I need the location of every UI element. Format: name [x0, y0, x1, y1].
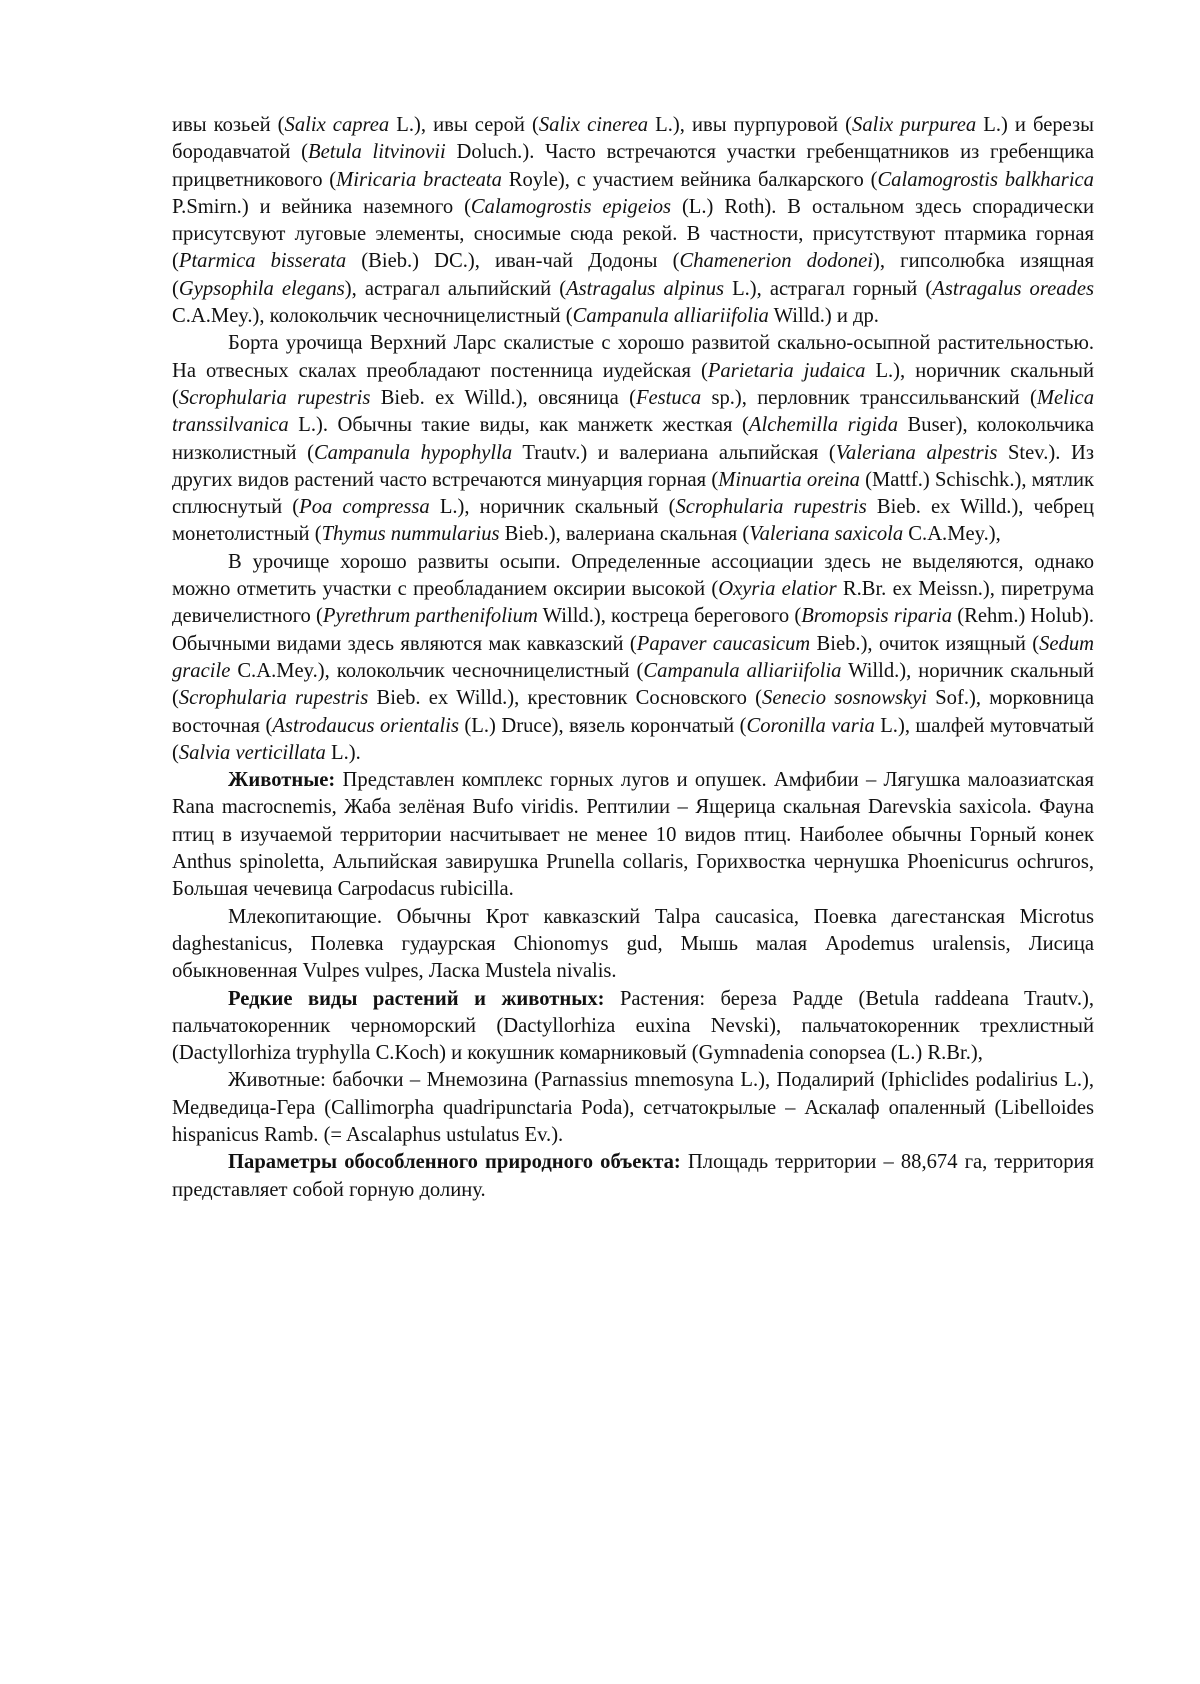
document-page: [172, 112, 1094, 1204]
text-run: C.A.Mey.),: [903, 523, 1001, 546]
text-run: В урочище хорошо развиты осыпи. Определенные ассоциации здесь не выделяются, однако можно отметить участки с преобладанием оксирии высокой (: [172, 550, 1094, 601]
text-run: L.), шалфей мутовчатый (: [172, 714, 1094, 764]
species-name: Valeriana alpestris: [835, 441, 998, 464]
section-heading: Параметры обособленного природного объекта:: [228, 1151, 681, 1174]
species-name: Astragalus oreades: [932, 277, 1094, 300]
text-run: L.), ивы серой (: [389, 114, 539, 136]
paragraph-parameters: [172, 1149, 1094, 1204]
species-name: Scrophularia rupestris: [675, 496, 867, 519]
species-name: Sedum gracile: [172, 632, 1094, 682]
text-run: Bieb.), валериана скальная (: [499, 523, 750, 546]
text-run: Борта урочища Верхний Ларс скалистые с хорошо развитой скально-осыпной растительностью. На отвесных скалах преобладают постенница иудейская (: [172, 332, 1094, 382]
text-run: L.), норичник скальный (: [429, 496, 676, 519]
species-name: Miricaria bracteata: [336, 168, 502, 191]
species-name: Coronilla varia: [746, 714, 875, 737]
species-name: Valeriana saxicola: [749, 523, 904, 546]
species-name: Astrodaucus orientalis: [272, 714, 459, 737]
text-run: Willd.), костреца берегового (: [537, 605, 802, 628]
text-run: Willd.), норичник скальный (: [172, 659, 1095, 710]
species-name: Betula litvinovii: [308, 141, 446, 164]
species-name: Parietaria judaica: [707, 359, 866, 382]
species-name: Salix purpurea: [852, 114, 977, 136]
species-name: Poa compressa: [299, 496, 430, 519]
text-run: L.).: [325, 741, 361, 764]
species-name: Ptarmica bisserata: [178, 250, 347, 273]
species-name: Calamogrostis epigeios: [470, 195, 672, 218]
species-name: Melica transsilvanica: [172, 386, 1094, 437]
species-name: Campanula alliariifolia: [572, 305, 769, 328]
text-run: Sof.), морковница восточная (: [172, 687, 1095, 737]
species-name: Campanula hypophylla: [313, 441, 513, 464]
text-run: Растения: береза Радде (Betula raddeana Trautv.), пальчатокоренник черноморский (Dactyllorhiza euxina Nevski), пальчатокоренник трехлистный (Dactyllorhiza tryphylla C.Koch) и кокушник комарниковый (Gymnadenia conopsea (L.) R.Br.),: [172, 987, 1094, 1065]
species-name: Salix cinerea: [538, 114, 649, 136]
text-run: L.), норичник скальный (: [172, 359, 1094, 409]
text-run: (Rehm.) Holub). Обычными видами здесь являются мак кавказский (: [172, 605, 1095, 655]
text-run: L.). Обычны такие виды, как манжетк жесткая (: [288, 414, 749, 437]
paragraph-mammals: [172, 904, 1094, 986]
species-name: Campanula alliariifolia: [643, 659, 842, 682]
text-run: Bieb. ex Willd.), чебрец монетолистный (: [172, 496, 1094, 546]
species-name: Minuartia oreina: [718, 468, 860, 491]
paragraph-scree: [172, 549, 1094, 767]
text-run: Bieb. ex Willd.), крестовник Сосновского (: [368, 687, 763, 710]
text-run: (L.) Druce), вязель корончатый (: [458, 714, 747, 737]
section-heading: Животные:: [228, 769, 336, 792]
species-name: Salix caprea: [284, 114, 390, 136]
text-run: Royle), с участием вейника балкарского (: [501, 168, 878, 191]
text-run: Представлен комплекс горных лугов и опушек. Амфибии – Лягушка малоазиатская Rana macrocnemis, Жаба зелёная Bufo viridis. Рептилии – Ящерица скальная Darevskia saxicola. Фауна птиц в изучаемой территории насчитывает не менее 10 видов птиц. Наиболее обычны Горный конек Anthus spinoletta, Альпийская завирушка Prunella collaris, Горихвостка чернушка Phoenicurus ochruros, Большая чечевица Carpodacus rubicilla.: [172, 769, 1094, 901]
species-name: Papaver caucasicum: [636, 632, 811, 655]
text-run: Животные: бабочки – Мнемозина (Parnassius mnemosyna L.), Подалирий (Iphiclides podalirius L.), Медведица-Гера (Callimorpha quadripunctaria Poda), сетчатокрылые – Аскалаф опаленный (Libelloides hispanicus Ramb. (= Ascalaphus ustulatus Ev.).: [172, 1069, 1094, 1146]
text-run: Bieb. ex Willd.), овсяница (: [370, 386, 636, 409]
text-run: Doluch.). Часто встречаются участки гребенщатников из гребенщика прицветникового (: [172, 141, 1094, 191]
text-run: L.) и березы бородавчатой (: [172, 114, 1095, 164]
species-name: Festuca: [635, 386, 702, 409]
text-run: Willd.) и др.: [768, 305, 879, 328]
species-name: Salvia verticillata: [178, 741, 326, 764]
text-run: Млекопитающие. Обычны Крот кавказский Talpa caucasica, Поевка дагестанская Microtus daghestanicus, Полевка гудаурская Chionomys gud, Мышь малая Apodemus uralensis, Лисица обыкновенная Vulpes vulpes, Ласка Mustela nivalis.: [172, 905, 1094, 983]
text-run: ивы козьей (: [172, 114, 285, 136]
species-name: Scrophularia rupestris: [178, 386, 371, 409]
text-run: Stev.). Из других видов растений часто встречаются минуарция горная (: [172, 441, 1095, 491]
paragraph-animals: [172, 767, 1094, 903]
species-name: Gypsophila elegans: [178, 277, 345, 300]
text-run: L.), астрагал горный (: [724, 277, 933, 300]
text-run: (Mattf.) Schischk.), мятлик сплюснутый (: [172, 468, 1094, 519]
species-name: Scrophularia rupestris: [178, 687, 369, 710]
text-run: ), астрагал альпийский (: [344, 277, 567, 300]
text-run: (L.) Roth). В остальном здесь спорадически присутсвуют луговые элементы, сносимые сюда рекой. В частности, присутствуют птармика горная (: [172, 195, 1094, 273]
paragraph-rocky-slopes: [172, 330, 1094, 548]
text-run: C.A.Mey.), колокольчик чесночницелистный (: [230, 659, 644, 682]
paragraph-rare-animals: [172, 1067, 1094, 1149]
text-run: Buser), колокольчика низколистный (: [172, 414, 1094, 464]
text-run: Trautv.) и валериана альпийская (: [512, 441, 836, 464]
text-run: ), гипсолюбка изящная (: [172, 250, 1094, 300]
paragraph-willows: [172, 112, 1094, 330]
species-name: Chamenerion dodonei: [679, 250, 874, 273]
text-run: P.Smirn.) и вейника наземного (: [172, 195, 471, 218]
species-name: Pyrethrum parthenifolium: [322, 605, 538, 628]
text-run: (Bieb.) DC.), иван-чай Додоны (: [346, 250, 680, 273]
species-name: Oxyria elatior: [718, 578, 837, 601]
text-run: R.Br. ex Meissn.), пиретрума девичелистного (: [172, 578, 1094, 628]
species-name: Astragalus alpinus: [566, 277, 725, 300]
text-run: Bieb.), очиток изящный (: [810, 632, 1040, 655]
text-run: sp.), перловник трансcильванский (: [701, 386, 1037, 409]
species-name: Bromopsis riparia: [801, 605, 953, 628]
species-name: Thymus nummularius: [321, 523, 500, 546]
section-heading: Редкие виды растений и животных:: [228, 987, 605, 1010]
text-run: L.), ивы пурпуровой (: [648, 114, 853, 136]
species-name: Calamogrostis balkharica: [877, 168, 1094, 191]
text-run: C.A.Mey.), колокольчик чесночницелистный (: [172, 305, 573, 328]
species-name: Alchemilla rigida: [748, 414, 898, 437]
text-run: Площадь территории – 88,674 га, территория представляет собой горную долину.: [172, 1151, 1094, 1201]
paragraph-rare-species: [172, 986, 1094, 1068]
species-name: Senecio sosnowskyi: [762, 687, 927, 710]
